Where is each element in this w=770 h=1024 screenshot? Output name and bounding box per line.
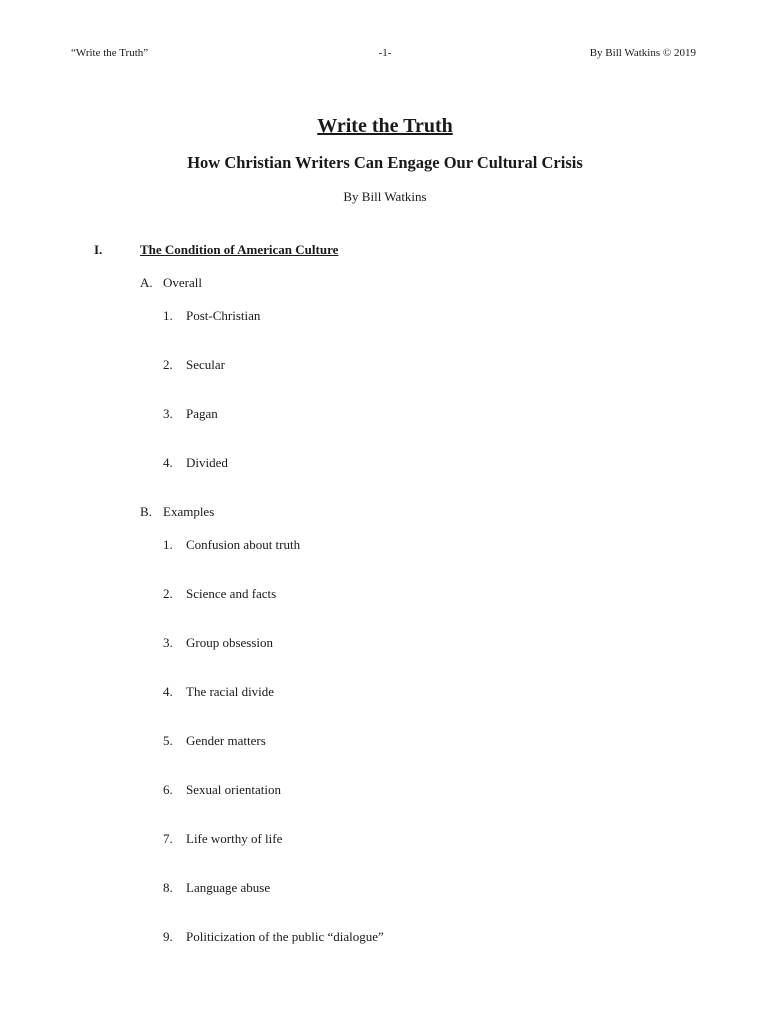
list-item [163,586,276,602]
list-item [163,308,260,324]
list-item-number: 6. [163,782,173,797]
list-item-text: Sexual orientation [186,782,281,797]
list-item [163,831,282,847]
list-item [163,406,218,422]
list-item-number: 2. [163,586,173,601]
list-item-number: 9. [163,929,173,944]
subsection-heading-a [140,275,202,291]
list-item [163,635,273,651]
header-running-title: “Write the Truth” [71,47,149,59]
list-item-number: 1. [163,537,173,552]
document-title: Write the Truth [317,115,453,137]
header-author-copyright: By Bill Watkins © 2019 [589,47,696,59]
list-item [163,455,228,471]
document-byline: By Bill Watkins [343,189,427,204]
list-item-number: 4. [163,684,173,699]
list-item-number: 2. [163,357,173,372]
list-item-number: 7. [163,831,173,846]
list-item-text: Secular [186,357,225,372]
list-item-number: 4. [163,455,173,470]
list-item [163,684,274,700]
list-item-text: Post-Christian [186,308,261,323]
list-item [163,880,270,896]
list-item-text: The racial divide [186,684,275,699]
list-item-text: Science and facts [186,586,277,601]
list-item [163,929,384,945]
list-item [163,357,225,373]
subsection-letter: A. [140,275,153,290]
list-item [163,782,281,798]
list-item-text: Politicization of the public “dialogue” [186,929,384,944]
list-item-number: 3. [163,635,173,650]
list-item-text: Group obsession [186,635,274,650]
list-item-text: Language abuse [186,880,271,895]
list-item [163,733,266,749]
section-title: The Condition of American Culture [140,242,339,257]
list-item-text: Gender matters [186,733,266,748]
list-item-number: 8. [163,880,173,895]
list-item-number: 3. [163,406,173,421]
header-page-number: -1- [378,47,392,59]
list-item [163,537,300,553]
section-number: I. [94,242,103,257]
subsection-label: Overall [163,275,202,290]
list-item-text: Confusion about truth [186,537,301,552]
subsection-heading-b [140,504,214,520]
list-item-text: Pagan [186,406,218,421]
list-item-number: 1. [163,308,173,323]
subsection-letter: B. [140,504,152,519]
subsection-label: Examples [163,504,215,519]
list-item-text: Life worthy of life [186,831,283,846]
list-item-text: Divided [186,455,228,470]
list-item-number: 5. [163,733,173,748]
document-subtitle: How Christian Writers Can Engage Our Cultural Crisis [187,153,583,172]
